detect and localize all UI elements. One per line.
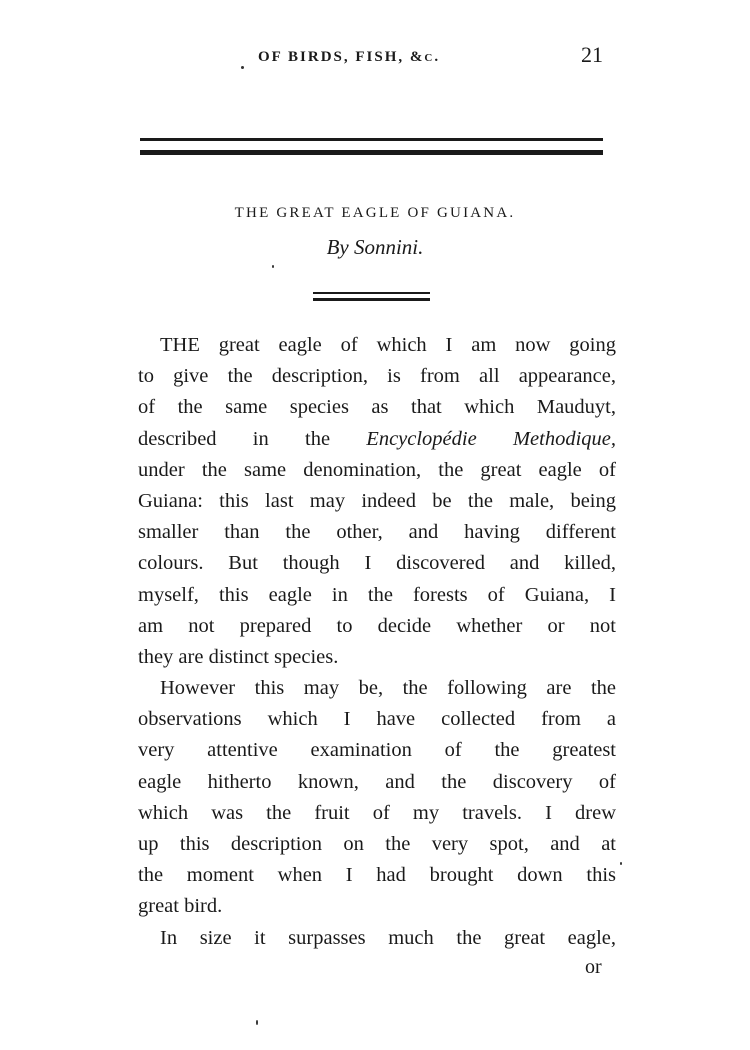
page-number: 21 bbox=[581, 42, 603, 67]
text-line: to give the description, is from all appearance, bbox=[138, 365, 616, 388]
body-text bbox=[138, 330, 616, 954]
article-byline: By Sonnini. bbox=[326, 235, 424, 259]
text-line: smaller than the other, and having different bbox=[138, 521, 616, 544]
text-line: am not prepared to decide whether or not bbox=[138, 614, 616, 637]
text-line: great bird. bbox=[138, 895, 223, 918]
text-line: under the same denomination, the great eagle of bbox=[138, 458, 616, 481]
print-speck bbox=[256, 1020, 258, 1025]
print-speck bbox=[241, 66, 244, 69]
italic-title: Encyclopédie Methodique, bbox=[366, 427, 616, 450]
running-head: OF BIRDS, FISH, &c. bbox=[258, 49, 441, 65]
text-line: which was the fruit of my travels. I drew bbox=[138, 801, 616, 824]
text-line: colours. But though I discovered and killed, bbox=[138, 552, 616, 575]
text-line: very attentive examination of the greatest bbox=[138, 739, 616, 762]
title-rule-bottom bbox=[313, 298, 430, 301]
print-speck bbox=[620, 862, 622, 865]
text-line: THE great eagle of which I am now going bbox=[160, 334, 616, 356]
text-line: eagle hitherto known, and the discovery of bbox=[138, 770, 616, 793]
catchword: or bbox=[585, 956, 602, 978]
text-line: of the same species as that which Mauduyt, bbox=[138, 396, 616, 419]
text-line: described in the Encyclopédie Methodique, bbox=[138, 427, 616, 450]
article-title: THE GREAT EAGLE OF GUIANA. bbox=[234, 205, 516, 221]
text-line: observations which I have collected from a bbox=[138, 708, 616, 731]
header-rule-bottom bbox=[140, 150, 603, 155]
text-line: In size it surpasses much the great eagle, bbox=[160, 926, 616, 949]
print-speck bbox=[272, 265, 274, 268]
text-line: they are distinct species. bbox=[138, 645, 339, 668]
text-line: myself, this eagle in the forests of Guiana, I bbox=[138, 583, 616, 606]
text-line: However this may be, the following are the bbox=[160, 677, 616, 700]
title-rule-top bbox=[313, 292, 430, 294]
text-line: Guiana: this last may indeed be the male, being bbox=[138, 489, 616, 512]
text-line: up this description on the very spot, and at bbox=[138, 833, 616, 855]
header-rule-top bbox=[140, 138, 603, 141]
text-line: the moment when I had brought down this bbox=[138, 864, 616, 887]
